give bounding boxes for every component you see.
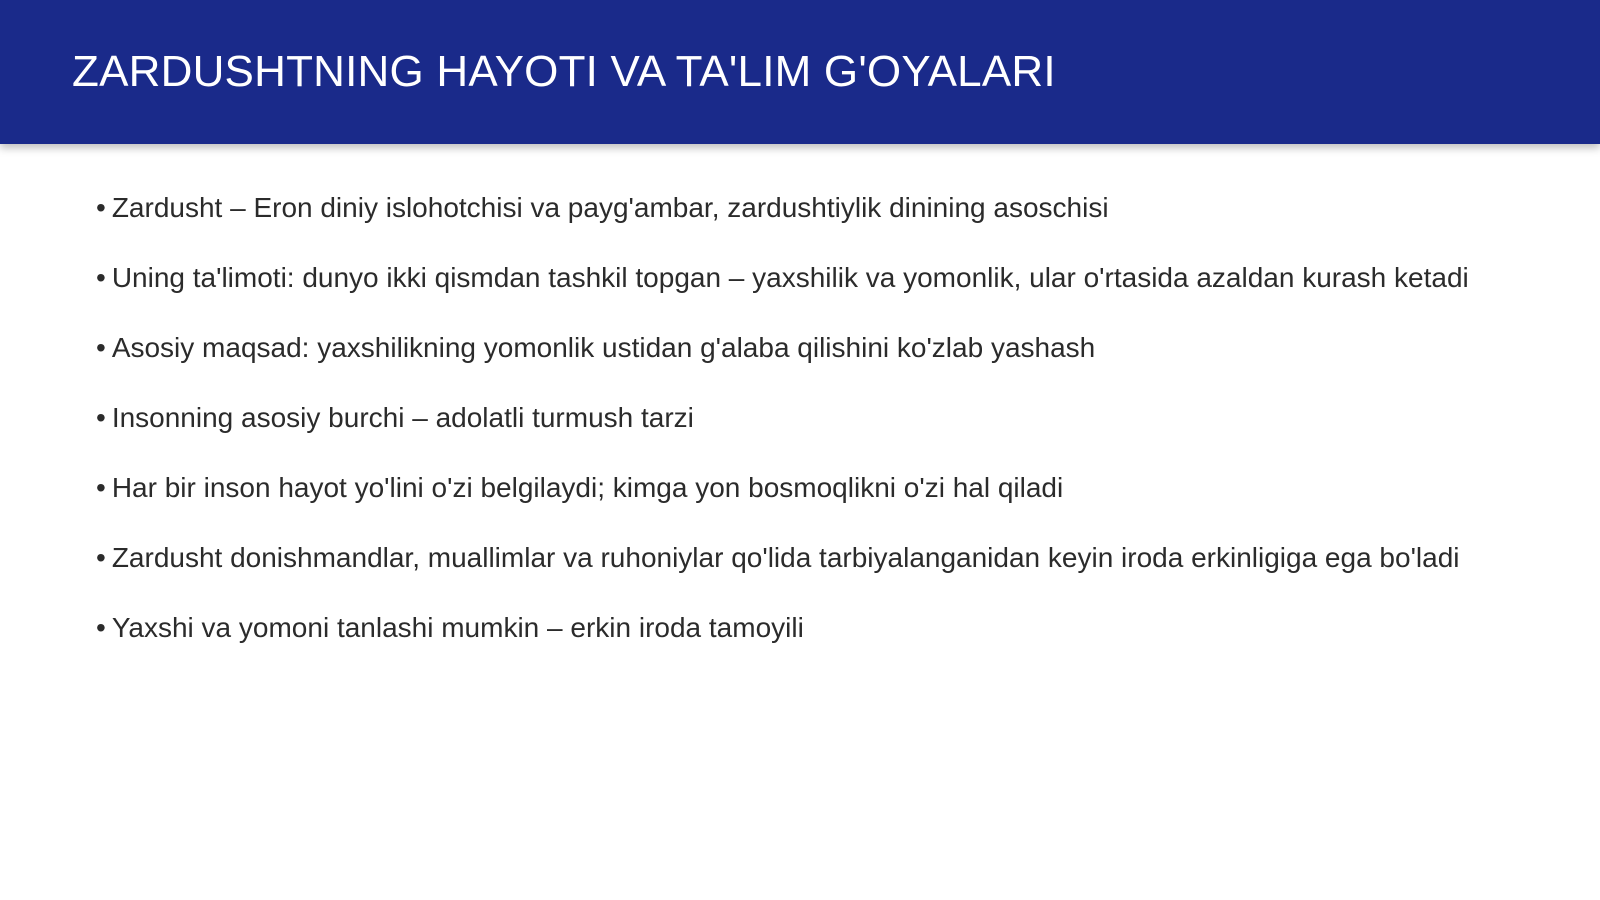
bullet-list: [96, 188, 1516, 648]
slide-content: [96, 188, 1516, 678]
bullet-item: • Insonning asosiy burchi – adolatli turmush tarzi: [96, 398, 1516, 438]
bullet-item: • Yaxshi va yomoni tanlashi mumkin – erkin iroda tamoyili: [96, 608, 1516, 648]
bullet-item: • Zardusht donishmandlar, muallimlar va ruhoniylar qo'lida tarbiyalanganidan keyin iroda erkinligiga ega bo'ladi: [96, 538, 1516, 578]
bullet-item: • Har bir inson hayot yo'lini o'zi belgilaydi; kimga yon bosmoqlikni o'zi hal qiladi: [96, 468, 1516, 508]
bullet-item: • Asosiy maqsad: yaxshilikning yomonlik ustidan g'alaba qilishini ko'zlab yashash: [96, 328, 1516, 368]
title-bar: [0, 0, 1600, 144]
bullet-item: • Zardusht – Eron diniy islohotchisi va payg'ambar, zardushtiylik dinining asoschisi: [96, 188, 1516, 228]
bullet-item: • Uning ta'limoti: dunyo ikki qismdan tashkil topgan – yaxshilik va yomonlik, ular o'rtasida azaldan kurash ketadi: [96, 258, 1516, 298]
slide-title: ZARDUSHTNING HAYOTI VA TA'LIM G'OYALARI: [72, 47, 1056, 96]
